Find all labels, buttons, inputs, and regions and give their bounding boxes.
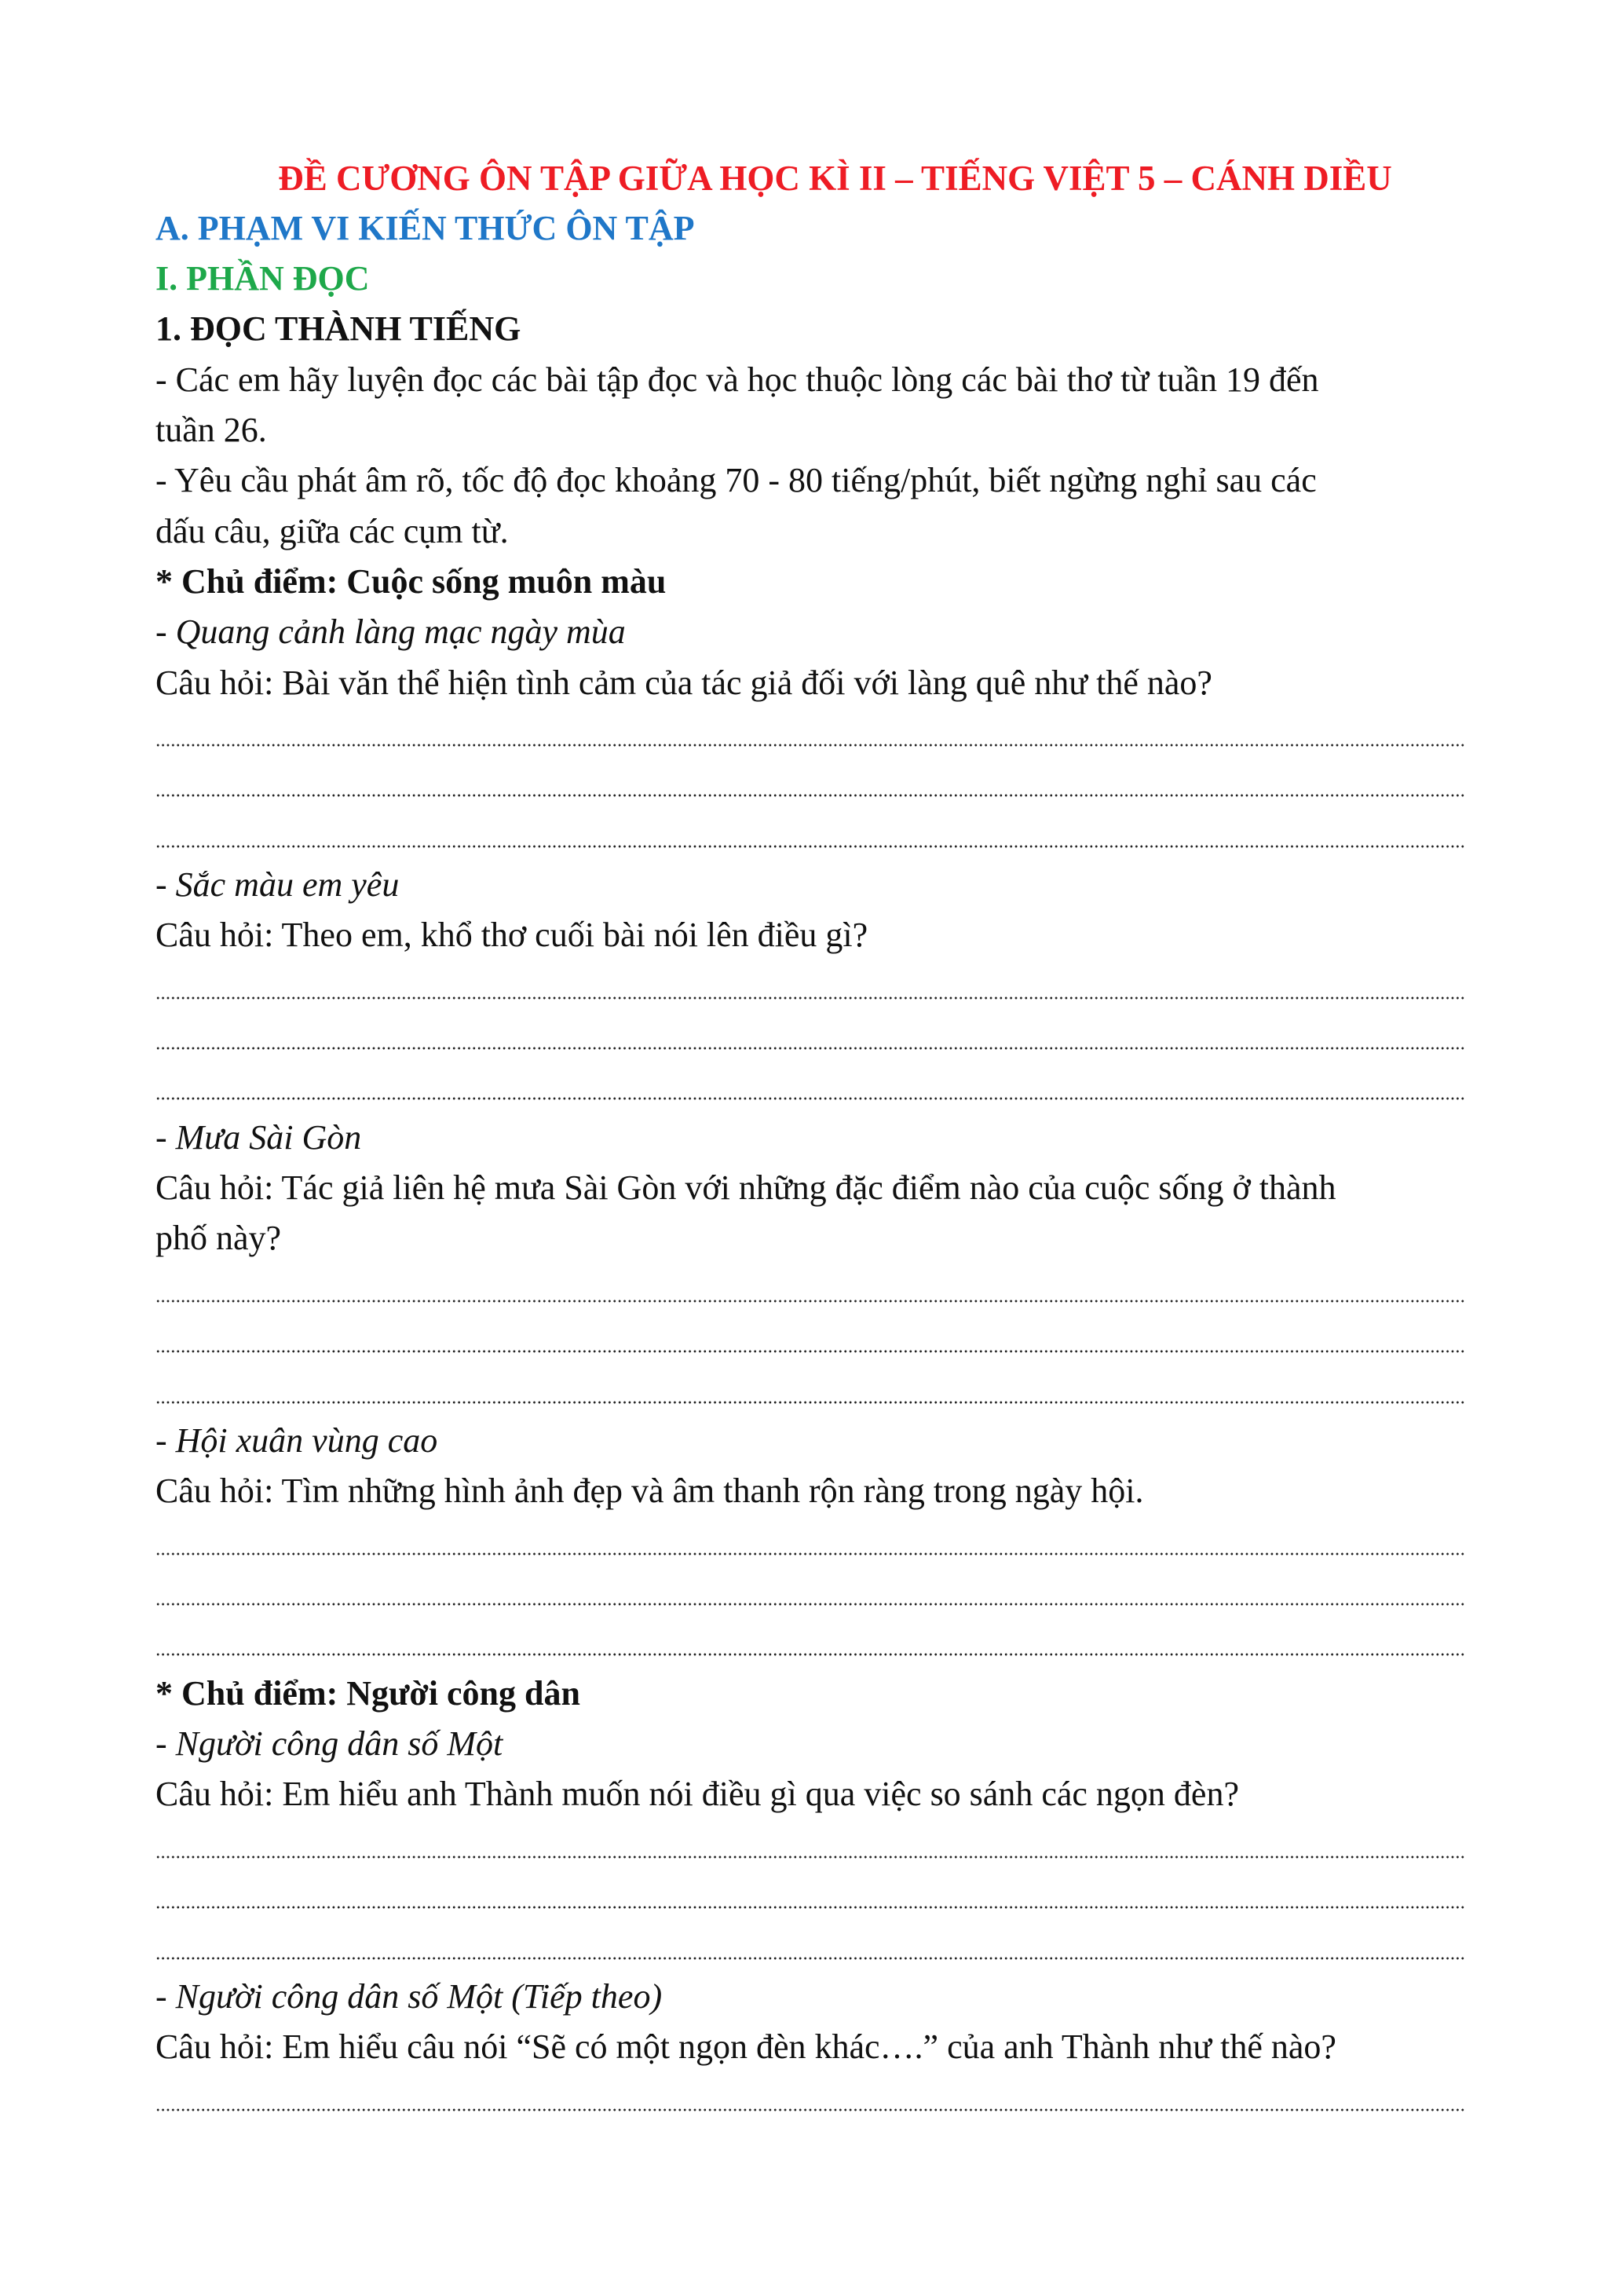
answer-line[interactable] <box>155 793 1465 798</box>
lesson-question: Câu hỏi: Em hiểu anh Thành muốn nói điều gì qua việc so sánh các ngọn đèn? <box>155 1775 1239 1813</box>
answer-line[interactable] <box>155 2108 1465 2112</box>
section-a-heading: A. PHẠM VI KIẾN THỨC ÔN TẬP <box>155 209 695 247</box>
subsection-1-heading: 1. ĐỌC THÀNH TIẾNG <box>155 309 521 348</box>
answer-line[interactable] <box>155 1905 1465 1910</box>
lesson-question: phố này? <box>155 1219 282 1257</box>
lesson-title: - Người công dân số Một <box>155 1724 503 1763</box>
answer-line[interactable] <box>155 1956 1465 1961</box>
answer-line[interactable] <box>155 1349 1465 1354</box>
part-1-heading: I. PHẦN ĐỌC <box>155 259 370 298</box>
answer-line[interactable] <box>155 844 1465 849</box>
answer-line[interactable] <box>155 1602 1465 1607</box>
answer-line[interactable] <box>155 1096 1465 1101</box>
lesson-question: Câu hỏi: Em hiểu câu nói “Sẽ có một ngọn đèn khác….” của anh Thành như thế nào? <box>155 2027 1336 2066</box>
theme-heading: * Chủ điểm: Người công dân <box>155 1674 580 1713</box>
answer-line[interactable] <box>155 1855 1465 1859</box>
lesson-title: - Người công dân số Một (Tiếp theo) <box>155 1977 663 2016</box>
lesson-title: - Sắc màu em yêu <box>155 865 400 904</box>
instruction-line: tuần 26. <box>155 411 267 449</box>
answer-line[interactable] <box>155 1652 1465 1657</box>
lesson-question: Câu hỏi: Bài văn thể hiện tình cảm của tác giả đối với làng quê như thế nào? <box>155 664 1212 702</box>
answer-line[interactable] <box>155 1299 1465 1303</box>
lesson-title: - Mưa Sài Gòn <box>155 1118 362 1157</box>
lesson-title: - Quang cảnh làng mạc ngày mùa <box>155 612 626 651</box>
lesson-question: Câu hỏi: Tác giả liên hệ mưa Sài Gòn với những đặc điểm nào của cuộc sống ở thành <box>155 1168 1336 1207</box>
instruction-line: - Yêu cầu phát âm rõ, tốc độ đọc khoảng 70 - 80 tiếng/phút, biết ngừng nghỉ sau các <box>155 461 1317 499</box>
answer-line[interactable] <box>155 743 1465 748</box>
instruction-line: - Các em hãy luyện đọc các bài tập đọc và học thuộc lòng các bài thơ từ tuần 19 đến <box>155 360 1319 399</box>
instruction-line: dấu câu, giữa các cụm từ. <box>155 512 509 550</box>
lesson-question: Câu hỏi: Theo em, khổ thơ cuối bài nói lên điều gì? <box>155 916 868 954</box>
theme-heading: * Chủ điểm: Cuộc sống muôn màu <box>155 562 667 601</box>
answer-line[interactable] <box>155 1400 1465 1405</box>
lesson-title: - Hội xuân vùng cao <box>155 1421 438 1460</box>
answer-line[interactable] <box>155 1552 1465 1556</box>
answer-line[interactable] <box>155 1046 1465 1051</box>
lesson-question: Câu hỏi: Tìm những hình ảnh đẹp và âm thanh rộn ràng trong ngày hội. <box>155 1472 1144 1510</box>
answer-line[interactable] <box>155 996 1465 1000</box>
document-title: ĐỀ CƯƠNG ÔN TẬP GIỮA HỌC KÌ II – TIẾNG VIỆT 5 – CÁNH DIỀU <box>278 159 1392 198</box>
